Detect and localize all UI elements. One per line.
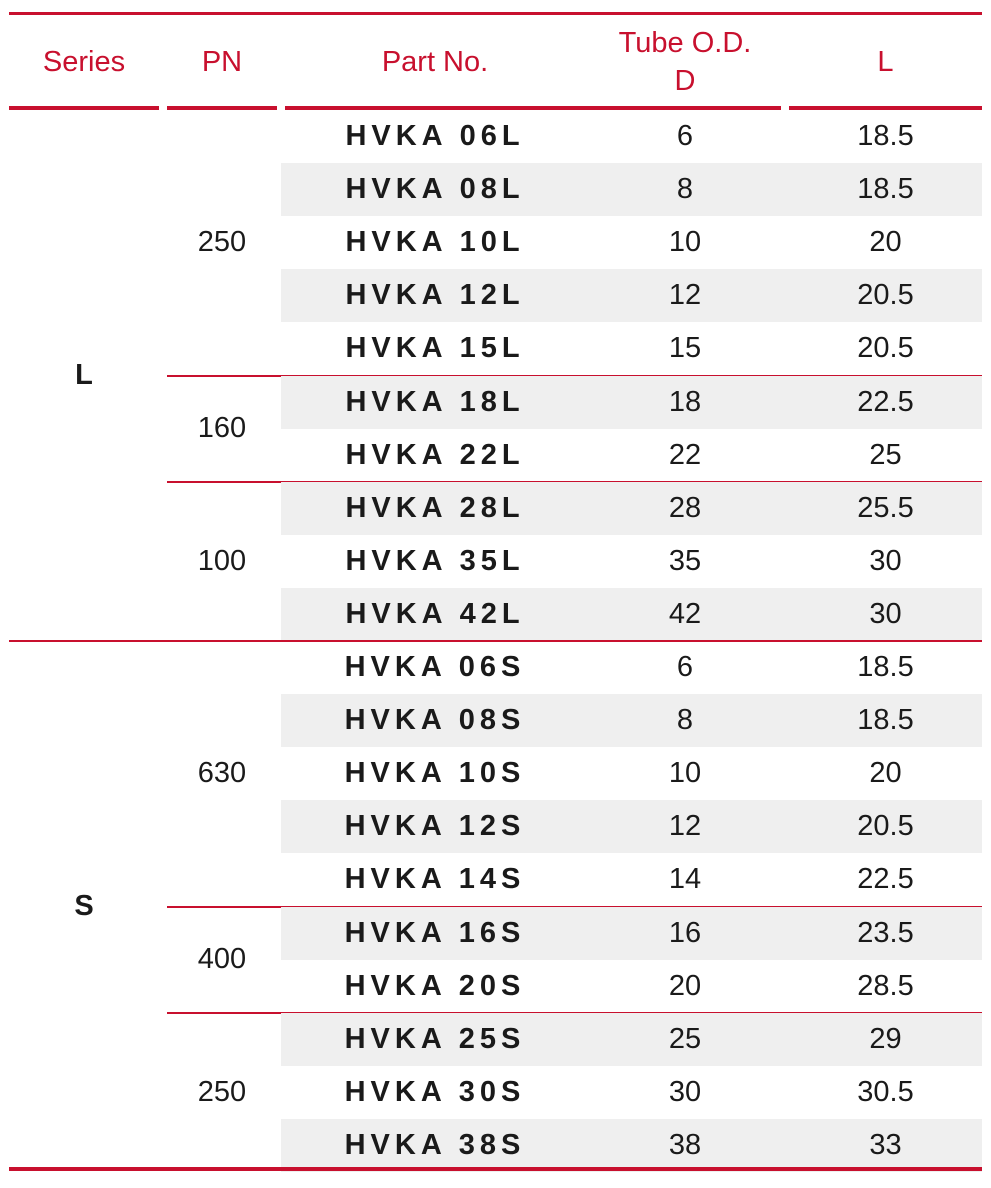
- tube-od-cell: 12: [668, 279, 702, 312]
- header-l: L: [877, 46, 894, 78]
- part-number-cell: HVKA 08L: [345, 173, 525, 206]
- tube-od-cell: 10: [668, 757, 702, 790]
- length-cell: 29: [869, 1022, 902, 1055]
- length-cell: 20.5: [857, 279, 914, 312]
- length-cell: 18.5: [857, 173, 914, 206]
- tube-od-cell: 28: [668, 491, 702, 524]
- part-number-cell: HVKA 14S: [344, 863, 526, 896]
- tube-od-cell: 22: [668, 438, 702, 471]
- part-number-cell: HVKA 35L: [345, 544, 525, 577]
- part-number-cell: HVKA 12S: [344, 810, 526, 843]
- part-number-cell: HVKA 12L: [345, 279, 525, 312]
- part-number-cell: HVKA 18L: [345, 385, 525, 418]
- tube-od-cell: 8: [676, 704, 694, 737]
- part-number-cell: HVKA 08S: [344, 704, 526, 737]
- pn-group-cell: 160: [197, 412, 247, 445]
- part-number-cell: HVKA 38S: [344, 1128, 526, 1161]
- header-pn: PN: [201, 46, 243, 78]
- length-cell: 20: [869, 757, 902, 790]
- part-number-cell: HVKA 06S: [344, 651, 526, 683]
- pn-group-cell: 100: [197, 544, 247, 577]
- part-number-cell: HVKA 10S: [344, 757, 526, 790]
- length-cell: 20.5: [857, 810, 914, 843]
- tube-od-cell: 10: [668, 226, 702, 259]
- tube-od-cell: 20: [668, 969, 702, 1002]
- header-tube-od-line2: D: [674, 65, 696, 97]
- table-bottom-rule: [9, 1167, 982, 1171]
- tube-od-cell: 6: [676, 651, 694, 683]
- tube-od-cell: 6: [676, 120, 694, 152]
- tube-od-cell: 30: [668, 1075, 702, 1108]
- tube-od-cell: 38: [668, 1128, 702, 1161]
- length-cell: 22.5: [857, 385, 914, 418]
- pn-group-cell: 250: [197, 226, 247, 259]
- tube-od-cell: 16: [668, 916, 702, 949]
- part-number-cell: HVKA 30S: [344, 1075, 526, 1108]
- tube-od-cell: 42: [668, 597, 702, 630]
- series-cell: S: [74, 890, 94, 922]
- part-number-cell: HVKA 16S: [344, 916, 526, 949]
- length-cell: 18.5: [857, 120, 914, 152]
- table-top-rule: [9, 12, 982, 15]
- part-number-cell: HVKA 42L: [345, 597, 525, 630]
- part-number-cell: HVKA 22L: [345, 438, 525, 471]
- length-cell: 22.5: [857, 863, 914, 896]
- length-cell: 30: [869, 597, 902, 630]
- length-cell: 18.5: [857, 704, 914, 737]
- length-cell: 25.5: [857, 491, 914, 524]
- header-series: Series: [42, 46, 126, 78]
- tube-od-cell: 35: [668, 544, 702, 577]
- length-cell: 20: [869, 226, 902, 259]
- series-cell: L: [75, 359, 93, 391]
- length-cell: 30.5: [857, 1075, 914, 1108]
- part-number-cell: HVKA 10L: [345, 226, 525, 259]
- tube-od-cell: 25: [668, 1022, 702, 1055]
- pn-group-cell: 400: [197, 943, 247, 976]
- part-number-cell: HVKA 28L: [345, 491, 525, 524]
- header-tube-od: [590, 18, 780, 106]
- header-part-no: Part No.: [381, 46, 489, 78]
- part-number-cell: HVKA 15L: [345, 332, 525, 365]
- part-number-cell: HVKA 06L: [345, 120, 525, 152]
- part-number-cell: HVKA 20S: [344, 969, 526, 1002]
- tube-od-cell: 14: [668, 863, 702, 896]
- tube-od-cell: 18: [668, 385, 702, 418]
- length-cell: 18.5: [857, 651, 914, 683]
- length-cell: 33: [869, 1128, 902, 1161]
- length-cell: 30: [869, 544, 902, 577]
- length-cell: 28.5: [857, 969, 914, 1002]
- tube-od-cell: 15: [668, 332, 702, 365]
- length-cell: 23.5: [857, 916, 914, 949]
- tube-od-cell: 8: [676, 173, 694, 206]
- length-cell: 20.5: [857, 332, 914, 365]
- length-cell: 25: [869, 438, 902, 471]
- header-tube-od-line1: Tube O.D.: [618, 27, 752, 59]
- pn-group-cell: 250: [197, 1075, 247, 1108]
- tube-od-cell: 12: [668, 810, 702, 843]
- pn-group-cell: 630: [197, 757, 247, 790]
- part-number-cell: HVKA 25S: [344, 1022, 526, 1055]
